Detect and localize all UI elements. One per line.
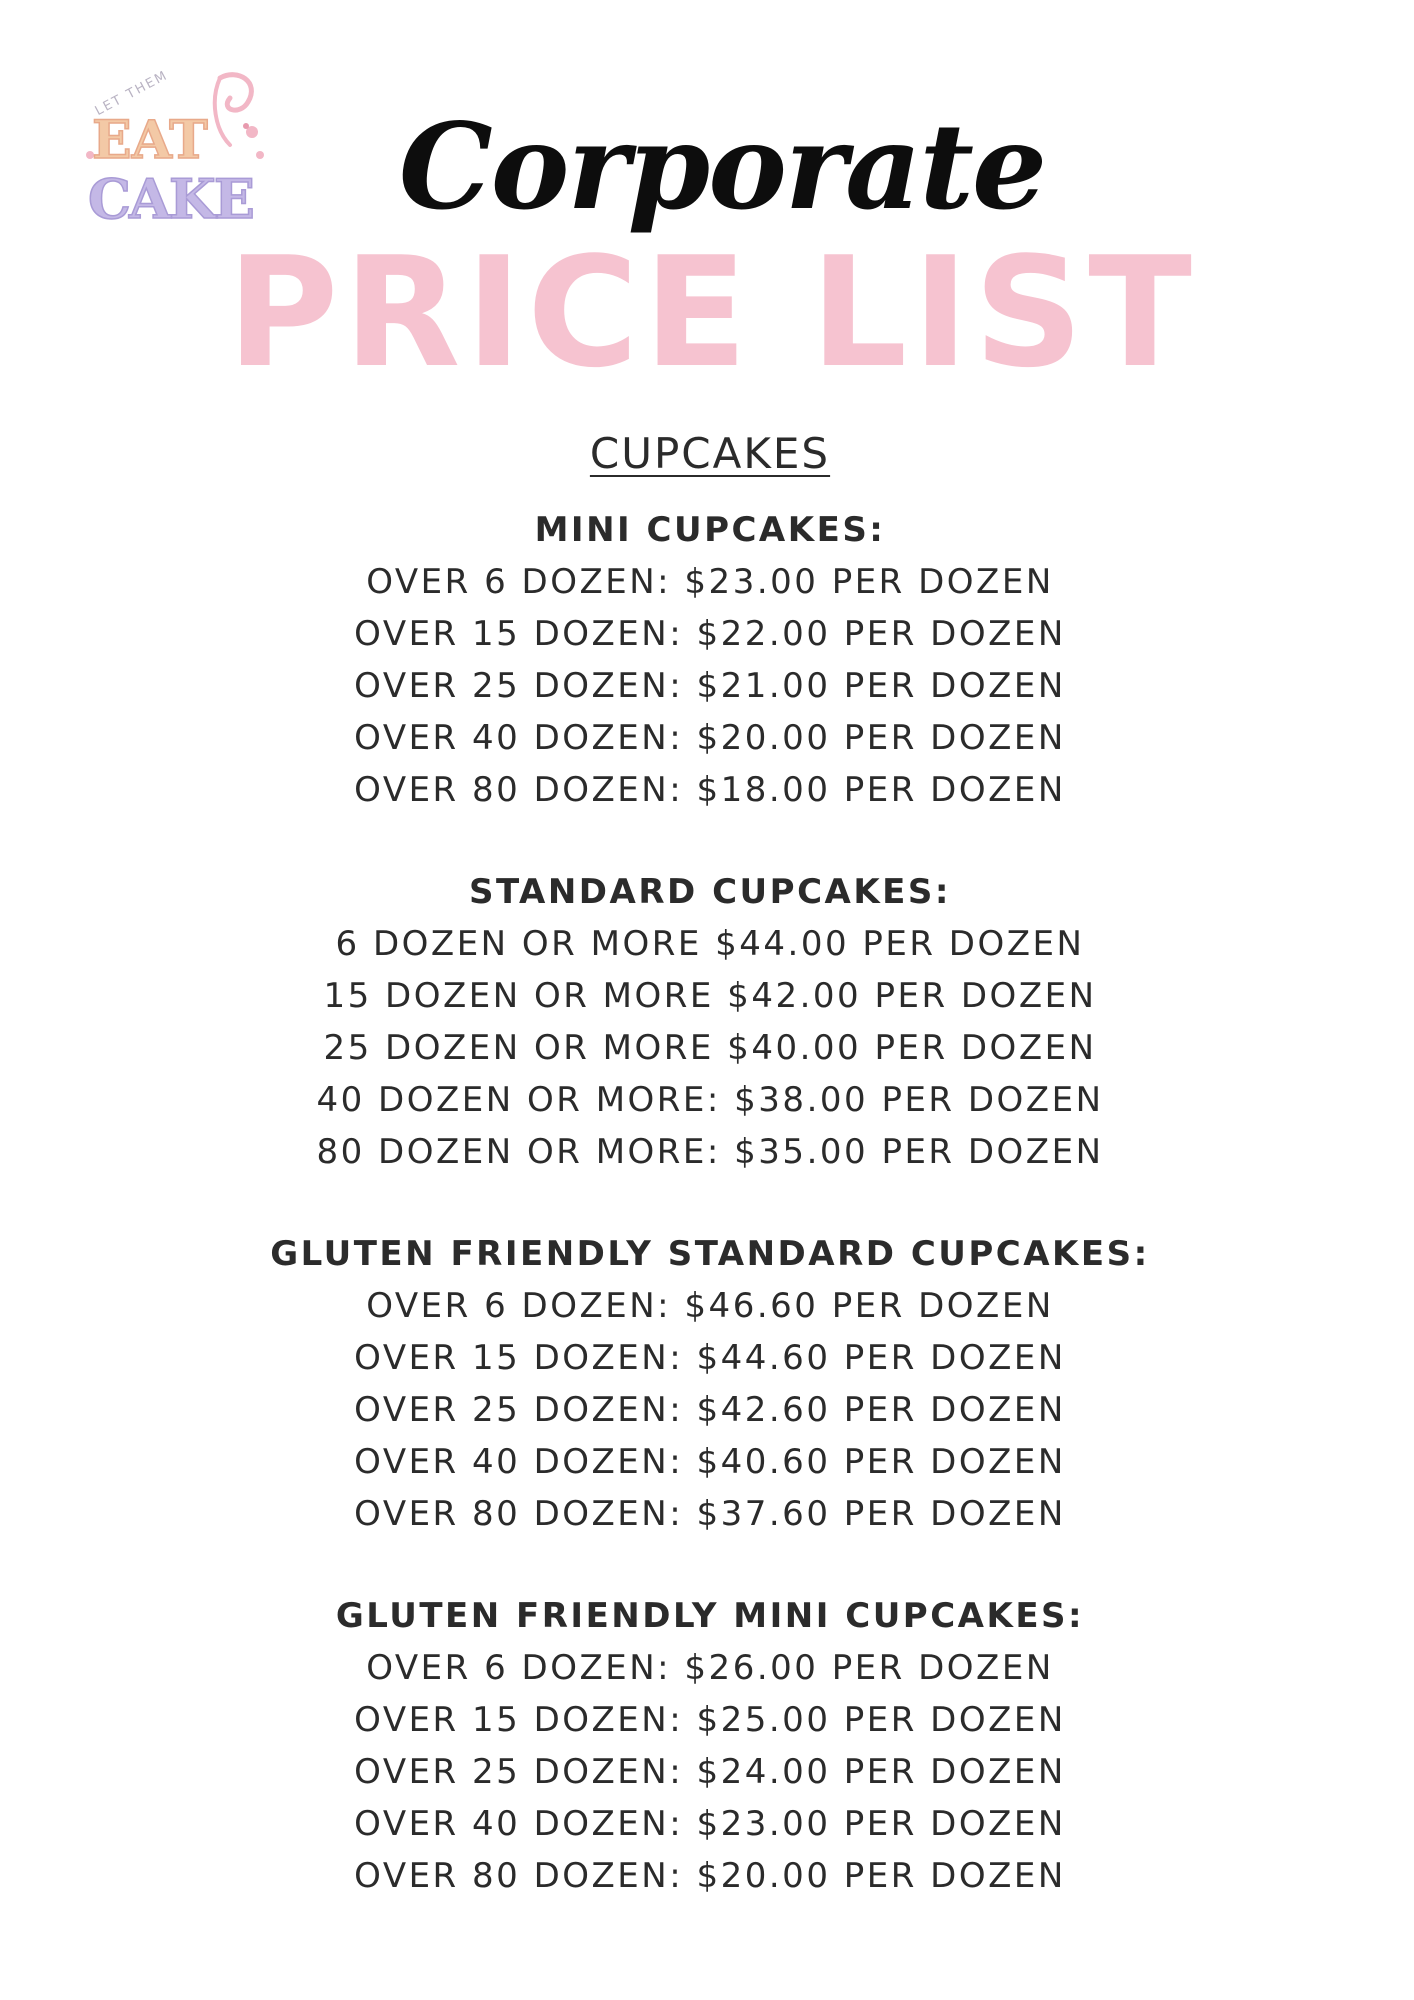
group-heading: STANDARD CUPCAKES: [469,872,951,912]
group-heading: MINI CUPCAKES: [534,510,886,550]
group-heading: GLUTEN FRIENDLY MINI CUPCAKES: [335,1596,1085,1636]
price-line: OVER 15 DOZEN: $22.00 PER DOZEN [354,614,1066,654]
price-line: OVER 40 DOZEN: $20.00 PER DOZEN [354,718,1066,758]
price-line: OVER 15 DOZEN: $44.60 PER DOZEN [354,1338,1066,1378]
svg-text:EAT: EAT [92,110,208,171]
price-group-gluten-friendly-standard [6,1228,1414,1540]
price-group-gluten-friendly-mini [6,1590,1414,1902]
price-line: OVER 80 DOZEN: $37.60 PER DOZEN [354,1494,1066,1534]
price-line: 25 DOZEN OR MORE $40.00 PER DOZEN [323,1028,1097,1068]
price-line: OVER 40 DOZEN: $23.00 PER DOZEN [354,1804,1066,1844]
page-title: PRICE LIST [227,224,1197,401]
price-group-mini-cupcakes [6,504,1414,816]
price-line: OVER 80 DOZEN: $18.00 PER DOZEN [354,770,1066,810]
price-line: OVER 6 DOZEN: $26.00 PER DOZEN [366,1648,1054,1688]
price-line: OVER 6 DOZEN: $23.00 PER DOZEN [366,562,1054,602]
price-line: 15 DOZEN OR MORE $42.00 PER DOZEN [323,976,1097,1016]
price-line: OVER 25 DOZEN: $24.00 PER DOZEN [354,1752,1066,1792]
price-line: 80 DOZEN OR MORE: $35.00 PER DOZEN [316,1132,1104,1172]
price-line: OVER 80 DOZEN: $20.00 PER DOZEN [354,1856,1066,1896]
svg-text:CAKE: CAKE [88,167,253,231]
group-heading: GLUTEN FRIENDLY STANDARD CUPCAKES: [270,1234,1150,1274]
price-group-standard-cupcakes [6,866,1414,1178]
price-line: 6 DOZEN OR MORE $44.00 PER DOZEN [335,924,1085,964]
price-line: OVER 40 DOZEN: $40.60 PER DOZEN [354,1442,1066,1482]
price-line: OVER 6 DOZEN: $46.60 PER DOZEN [366,1286,1054,1326]
section-title: CUPCAKES [589,429,831,478]
price-line: 40 DOZEN OR MORE: $38.00 PER DOZEN [316,1080,1104,1120]
svg-text:LET THEM: LET THEM [92,67,171,120]
price-line: OVER 25 DOZEN: $42.60 PER DOZEN [354,1390,1066,1430]
price-groups [0,504,1414,1952]
price-line: OVER 15 DOZEN: $25.00 PER DOZEN [354,1700,1066,1740]
title-script: Corporate [398,97,1046,236]
price-line: OVER 25 DOZEN: $21.00 PER DOZEN [354,666,1066,706]
